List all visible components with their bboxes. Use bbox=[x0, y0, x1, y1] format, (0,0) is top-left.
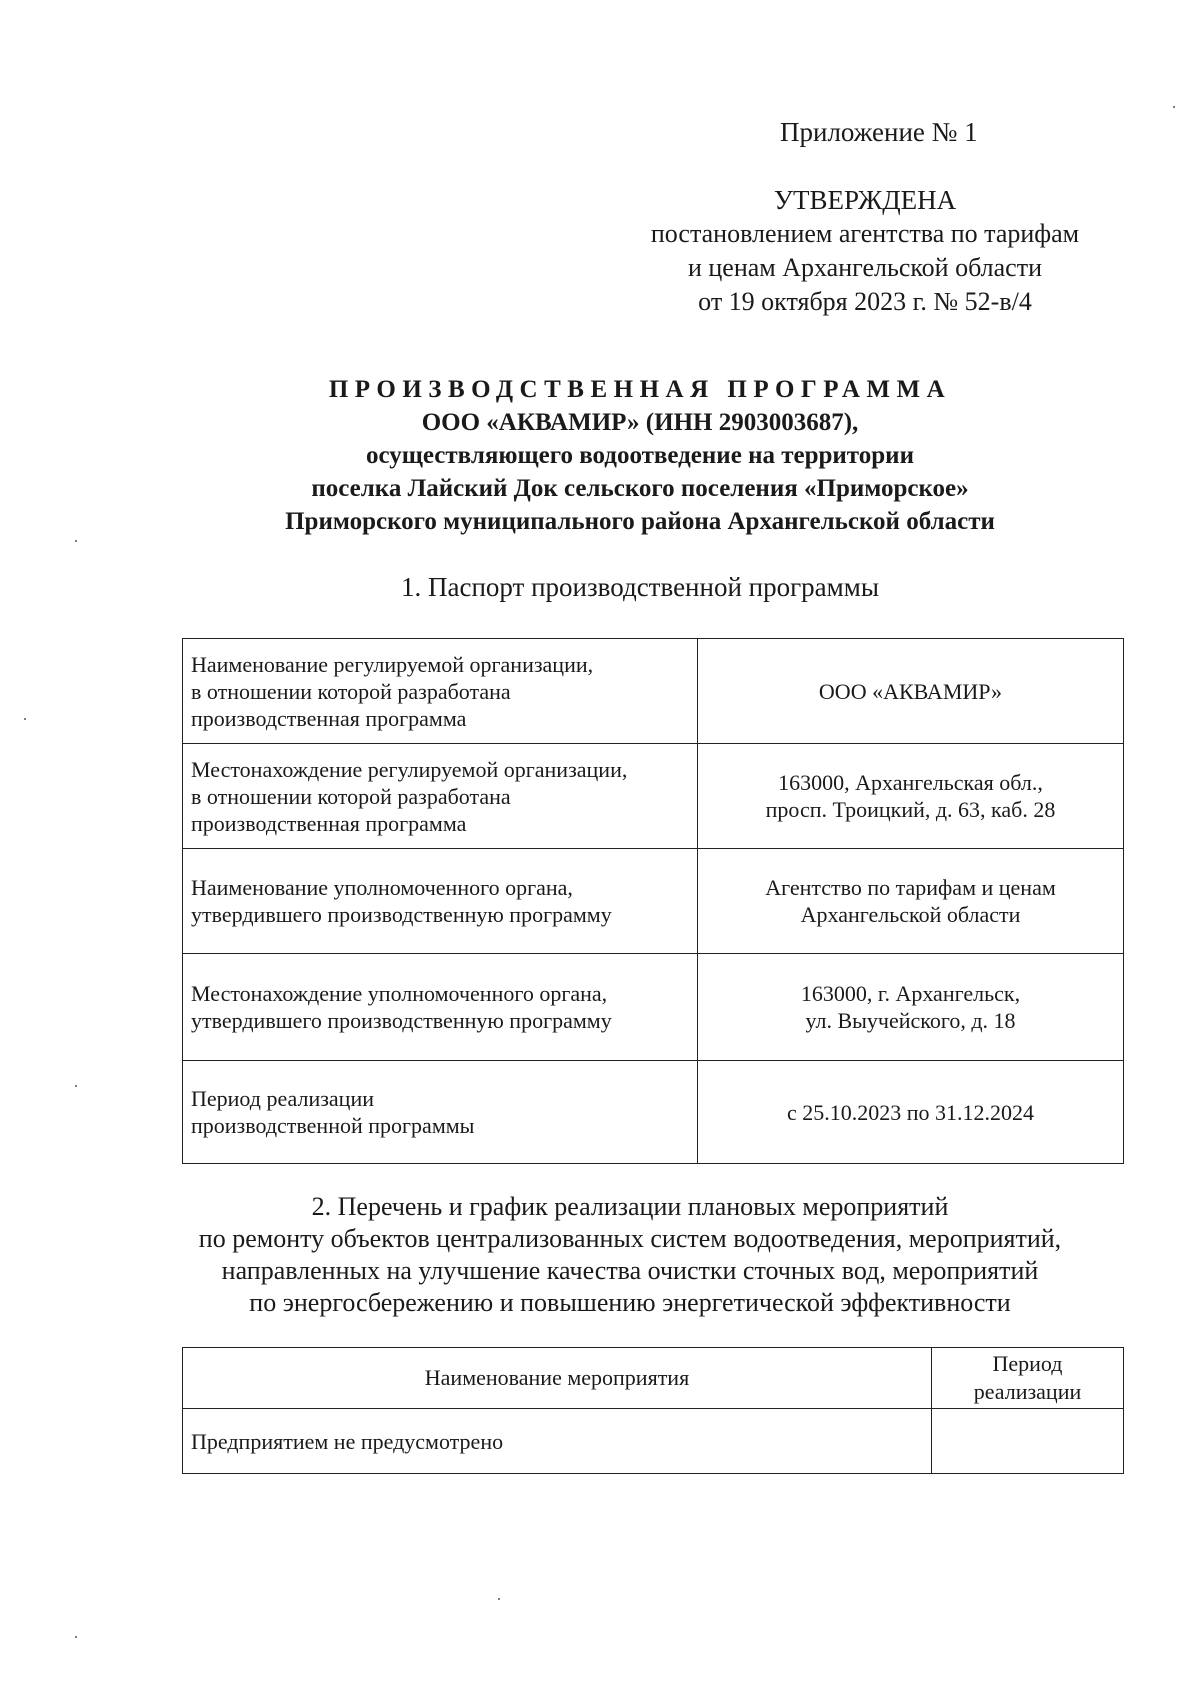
cell-line: в отношении которой разработана bbox=[191, 783, 511, 809]
scan-speck bbox=[75, 540, 77, 542]
passport-value bbox=[698, 639, 1124, 744]
passport-label bbox=[183, 1061, 698, 1164]
table-row bbox=[183, 1061, 1124, 1164]
scan-speck bbox=[24, 718, 26, 720]
passport-table bbox=[182, 638, 1124, 1164]
cell-line: утвердившего производственную программу bbox=[191, 1008, 612, 1033]
approval-line: постановлением агентства по тарифам bbox=[650, 219, 1080, 248]
heading-line: направленных на улучшение качества очистки сточных вод, мероприятий bbox=[221, 1256, 1039, 1285]
heading-line: 2. Перечень и график реализации плановых мероприятий bbox=[311, 1192, 949, 1221]
cell-line: утвердившего производственную программу bbox=[191, 902, 612, 927]
passport-label bbox=[183, 849, 698, 954]
passport-value bbox=[698, 744, 1124, 849]
title-line: ООО «АКВАМИР» (ИНН 2903003687), bbox=[421, 409, 859, 436]
title-line: Приморского муниципального района Архангельской области bbox=[285, 508, 995, 535]
cell-line: 163000, Архангельская обл., bbox=[778, 770, 1043, 795]
approval-line: и ценам Архангельской области bbox=[687, 253, 1043, 282]
table-row bbox=[183, 849, 1124, 954]
scan-speck bbox=[75, 1085, 77, 1087]
cell-line: производственной программы bbox=[191, 1113, 475, 1138]
cell-line: Наименование уполномоченного органа, bbox=[191, 875, 573, 900]
section1-heading: 1. Паспорт производственной программы bbox=[401, 572, 879, 602]
scan-speck bbox=[498, 1598, 500, 1600]
passport-value bbox=[698, 1061, 1124, 1164]
measures-table bbox=[182, 1347, 1124, 1474]
passport-value bbox=[698, 954, 1124, 1061]
heading-line: по ремонту объектов централизованных систем водоотведения, мероприятий, bbox=[198, 1224, 1062, 1253]
approval-head: УТВЕРЖДЕНА bbox=[773, 185, 957, 215]
cell-line: 163000, г. Архангельск, bbox=[800, 981, 1021, 1006]
scan-speck bbox=[1173, 106, 1175, 108]
passport-label bbox=[183, 639, 698, 744]
cell-line: ООО «АКВАМИР» bbox=[818, 678, 1003, 704]
passport-label bbox=[183, 744, 698, 849]
title-line: осуществляющего водоотведение на территории bbox=[366, 442, 914, 469]
column-header-name: Наименование мероприятия bbox=[183, 1348, 932, 1409]
approval-line: от 19 октября 2023 г. № 52-в/4 bbox=[698, 287, 1032, 316]
cell-line: с 25.10.2023 по 31.12.2024 bbox=[786, 1099, 1035, 1125]
cell-line: ул. Выучейского, д. 18 bbox=[805, 1008, 1016, 1033]
cell-line: Период bbox=[992, 1351, 1063, 1376]
section2-heading bbox=[150, 1191, 1110, 1319]
cell-line: реализации bbox=[973, 1379, 1082, 1404]
cell-line: Агентство по тарифам и ценам bbox=[765, 875, 1056, 900]
measure-period-cell bbox=[932, 1409, 1124, 1474]
table-header-row bbox=[183, 1348, 1124, 1409]
table-row bbox=[183, 744, 1124, 849]
cell-line: производственная программа bbox=[191, 705, 467, 731]
column-header-period bbox=[932, 1348, 1124, 1409]
cell-line: Местонахождение уполномоченного органа, bbox=[191, 981, 608, 1006]
cell-line: производственная программа bbox=[191, 810, 467, 836]
cell-line: Местонахождение регулируемой организации, bbox=[191, 756, 628, 782]
title-line: поселка Лайский Док сельского поселения «Приморское» bbox=[311, 475, 969, 502]
approval-block bbox=[600, 183, 1130, 319]
table-row bbox=[183, 639, 1124, 744]
cell-line: в отношении которой разработана bbox=[191, 678, 511, 704]
appendix-label: Приложение № 1 bbox=[780, 117, 978, 147]
cell-line: Период реализации bbox=[191, 1086, 375, 1111]
heading-line: по энергосбережению и повышению энергетической эффективности bbox=[249, 1288, 1011, 1317]
table-row bbox=[183, 1409, 1124, 1474]
cell-line: просп. Троицкий, д. 63, каб. 28 bbox=[765, 797, 1056, 822]
passport-label bbox=[183, 954, 698, 1061]
cell-line: Архангельской области bbox=[800, 902, 1021, 927]
table-row bbox=[183, 954, 1124, 1061]
title-line: ПРОИЗВОДСТВЕННАЯ ПРОГРАММА bbox=[328, 376, 952, 403]
scan-speck bbox=[75, 1636, 77, 1638]
passport-value bbox=[698, 849, 1124, 954]
cell-line: Наименование регулируемой организации, bbox=[191, 651, 594, 677]
document-title bbox=[200, 373, 1080, 538]
measure-name-cell: Предприятием не предусмотрено bbox=[183, 1409, 932, 1474]
